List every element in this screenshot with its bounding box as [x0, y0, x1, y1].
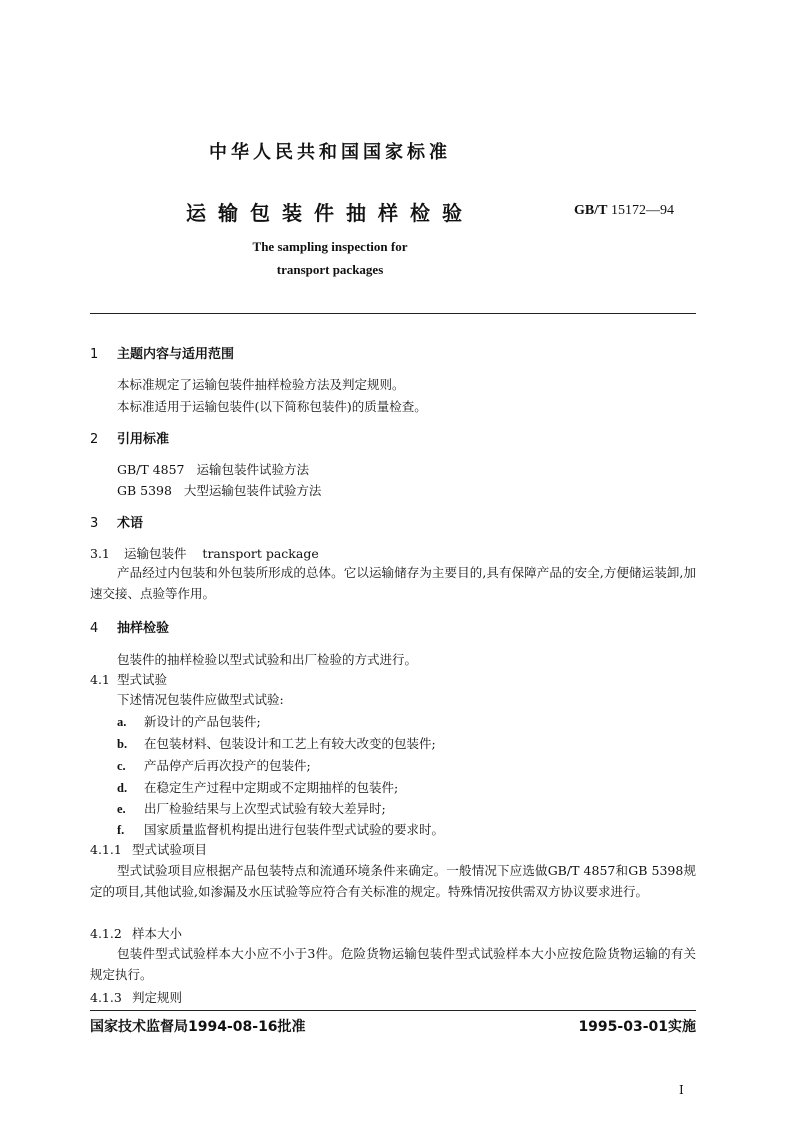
list-letter: e. [117, 802, 126, 816]
paragraph: 下述情况包装件应做型式试验: [117, 692, 284, 707]
effective-date: 1995-03-01实施 [578, 1019, 696, 1035]
subsection-number: 4.1.1 [90, 842, 122, 857]
reference-title: 大型运输包装件试验方法 [183, 483, 322, 498]
list-letter: c. [117, 759, 126, 773]
term-en: transport package [202, 546, 319, 561]
paragraph: 本标准适用于运输包装件(以下简称包装件)的质量检查。 [117, 399, 427, 414]
section-number: 3 [90, 516, 99, 531]
paragraph: 型式试验项目应根据产品包装特点和流通环境条件来确定。一般情况下应选做GB/T 4857和GB 5398规定的项目,其他试验,如渗漏及水压试验等应符合有关标准的规定。特殊情况按供需双方协议要求进行。 [90, 863, 696, 899]
country-standard-title: 中华人民共和国国家标准 [209, 142, 451, 163]
section-number: 2 [90, 432, 99, 447]
section-2-heading [90, 428, 169, 447]
list-text: 国家质量监督机构提出进行包装件型式试验的要求时。 [144, 822, 445, 837]
list-item [117, 712, 261, 730]
list-text: 新设计的产品包装件; [144, 714, 261, 729]
term-cn: 运输包装件 [124, 546, 187, 561]
subsection-4-1 [90, 670, 167, 688]
list-text: 产品停产后再次投产的包装件; [144, 758, 311, 773]
english-title-line1: The sampling inspection for [252, 239, 408, 254]
reference-code: GB 5398 [117, 483, 172, 498]
term-definition: 产品经过内包装和外包装所形成的总体。它以运输储存为主要目的,具有保障产品的安全,方便储运装卸,加速交接、点验等作用。 [90, 565, 696, 601]
section-number: 1 [90, 347, 99, 362]
paragraph: 本标准规定了运输包装件抽样检验方法及判定规则。 [117, 377, 405, 392]
subsection-4-1-1 [90, 840, 207, 858]
english-title-line2: transport packages [276, 262, 384, 277]
reference-item [117, 481, 321, 499]
list-item [117, 799, 386, 817]
header-divider [90, 313, 696, 314]
subsection-title: 型式试验项目 [132, 842, 208, 857]
section-title: 引用标准 [117, 432, 170, 447]
list-item [117, 756, 311, 774]
page-number: I [679, 1083, 684, 1097]
list-letter: f. [117, 823, 125, 837]
reference-code: GB/T 4857 [117, 462, 185, 477]
list-item [117, 734, 436, 752]
subsection-3-1 [90, 544, 319, 562]
list-letter: d. [117, 781, 128, 795]
approval-date: 国家技术监督局1994-08-16批准 [90, 1019, 306, 1035]
subsection-number: 4.1.2 [90, 926, 122, 941]
standard-code-prefix: GB/T [574, 203, 608, 218]
paragraph: 包装件型式试验样本大小应不小于3件。危险货物运输包装件型式试验样本大小应按危险货物运输的有关规定执行。 [90, 946, 696, 982]
list-item [117, 778, 398, 796]
reference-title: 运输包装件试验方法 [196, 462, 309, 477]
subsection-4-1-2 [90, 924, 182, 942]
list-text: 在稳定生产过程中定期或不定期抽样的包装件; [144, 780, 399, 795]
section-title: 术语 [117, 516, 144, 531]
section-1-heading [90, 343, 234, 362]
section-title: 抽样检验 [117, 621, 170, 636]
subsection-title: 判定规则 [132, 990, 183, 1005]
subsection-number: 3.1 [90, 546, 110, 561]
subsection-title: 型式试验 [117, 672, 168, 687]
section-number: 4 [90, 621, 99, 636]
document-title: 运输包装件抽样检验 [186, 201, 474, 225]
list-letter: b. [117, 737, 128, 751]
footer-divider [90, 1010, 696, 1011]
section-3-heading [90, 512, 143, 531]
list-text: 出厂检验结果与上次型式试验有较大差异时; [144, 801, 386, 816]
standard-code [574, 203, 674, 219]
list-text: 在包装材料、包装设计和工艺上有较大改变的包装件; [144, 736, 436, 751]
standard-code-number: 15172—94 [610, 203, 674, 218]
subsection-number: 4.1.3 [90, 990, 122, 1005]
list-item [117, 820, 444, 838]
list-letter: a. [117, 715, 127, 729]
subsection-4-1-3 [90, 988, 182, 1006]
paragraph: 包装件的抽样检验以型式试验和出厂检验的方式进行。 [117, 652, 418, 667]
subsection-title: 样本大小 [132, 926, 183, 941]
reference-item [117, 460, 309, 478]
section-4-heading [90, 617, 169, 636]
section-title: 主题内容与适用范围 [117, 347, 235, 362]
subsection-number: 4.1 [90, 672, 110, 687]
